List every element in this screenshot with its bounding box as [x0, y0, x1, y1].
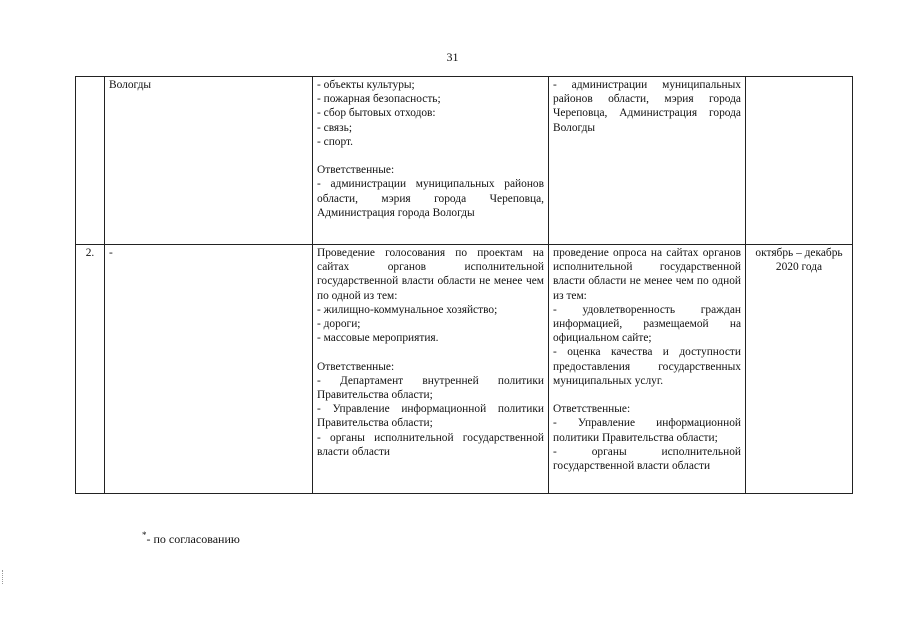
list-item: - связь; [317, 121, 353, 134]
executor-cell: - [105, 245, 313, 494]
table-row [76, 77, 853, 245]
survey-cell [549, 245, 746, 494]
page-number: 31 [446, 50, 459, 64]
footnote-text: - по согласованию [146, 532, 240, 546]
measures-table [75, 76, 853, 494]
list-item: - дороги; [317, 318, 361, 331]
responsible-heading: Ответственные: [553, 403, 631, 416]
list-item: - объекты культуры; [317, 79, 415, 91]
spacer [317, 345, 544, 359]
footnote [142, 530, 240, 547]
table-row [76, 245, 853, 494]
row-number-cell [76, 77, 105, 245]
list-item: - органы исполнительной государственной власти области [317, 431, 544, 458]
list-item: - органы исполнительной государственной власти области [553, 445, 741, 473]
list-item: - удовлетворенность граждан информацией, размещаемой на официальном сайте; [553, 303, 741, 345]
list-item: - оценка качества и доступности предоставления государственных муниципальных услуг. [553, 346, 741, 387]
row-number-cell: 2. [76, 245, 105, 494]
list-item: - Управление информационной политики Правительства области; [317, 403, 544, 430]
list-item: - сбор бытовых отходов: [317, 107, 436, 120]
scan-margin-mark [2, 570, 6, 584]
list-item: - массовые мероприятия. [317, 332, 439, 345]
executor-cell: Вологды [105, 77, 313, 245]
list-item: - жилищно-коммунальное хозяйство; [317, 303, 498, 316]
list-item: - администрации муниципальных районов области, мэрия города Череповца, Администрация города Вологды [317, 178, 544, 219]
footnote-mark: * [142, 530, 147, 540]
list-item: Проведение голосования по проектам на сайтах органов исполнительной государственной власти области не менее чем по одной из тем: [317, 247, 544, 302]
period-cell: октябрь – декабрь 2020 года [746, 245, 853, 494]
list-item: - пожарная безопасность; [317, 93, 441, 106]
spacer [317, 149, 544, 163]
survey-cell [549, 77, 746, 245]
list-item: - администрации муниципальных районов области, мэрия города Череповца, Администрация города Вологды [553, 79, 741, 134]
list-item: - спорт. [317, 135, 354, 148]
responsible-heading: Ответственные: [317, 360, 395, 373]
activity-cell [313, 77, 549, 245]
list-item: - Управление информационной политики Правительства области; [553, 417, 741, 444]
spacer [553, 388, 741, 402]
activity-cell [313, 245, 549, 494]
list-item: - Департамент внутренней политики Правительства области; [317, 374, 544, 402]
period-cell [746, 77, 853, 245]
responsible-heading: Ответственные: [317, 164, 395, 177]
list-item: проведение опроса на сайтах органов исполнительной государственной власти области не менее чем по одной из тем: [553, 247, 741, 302]
